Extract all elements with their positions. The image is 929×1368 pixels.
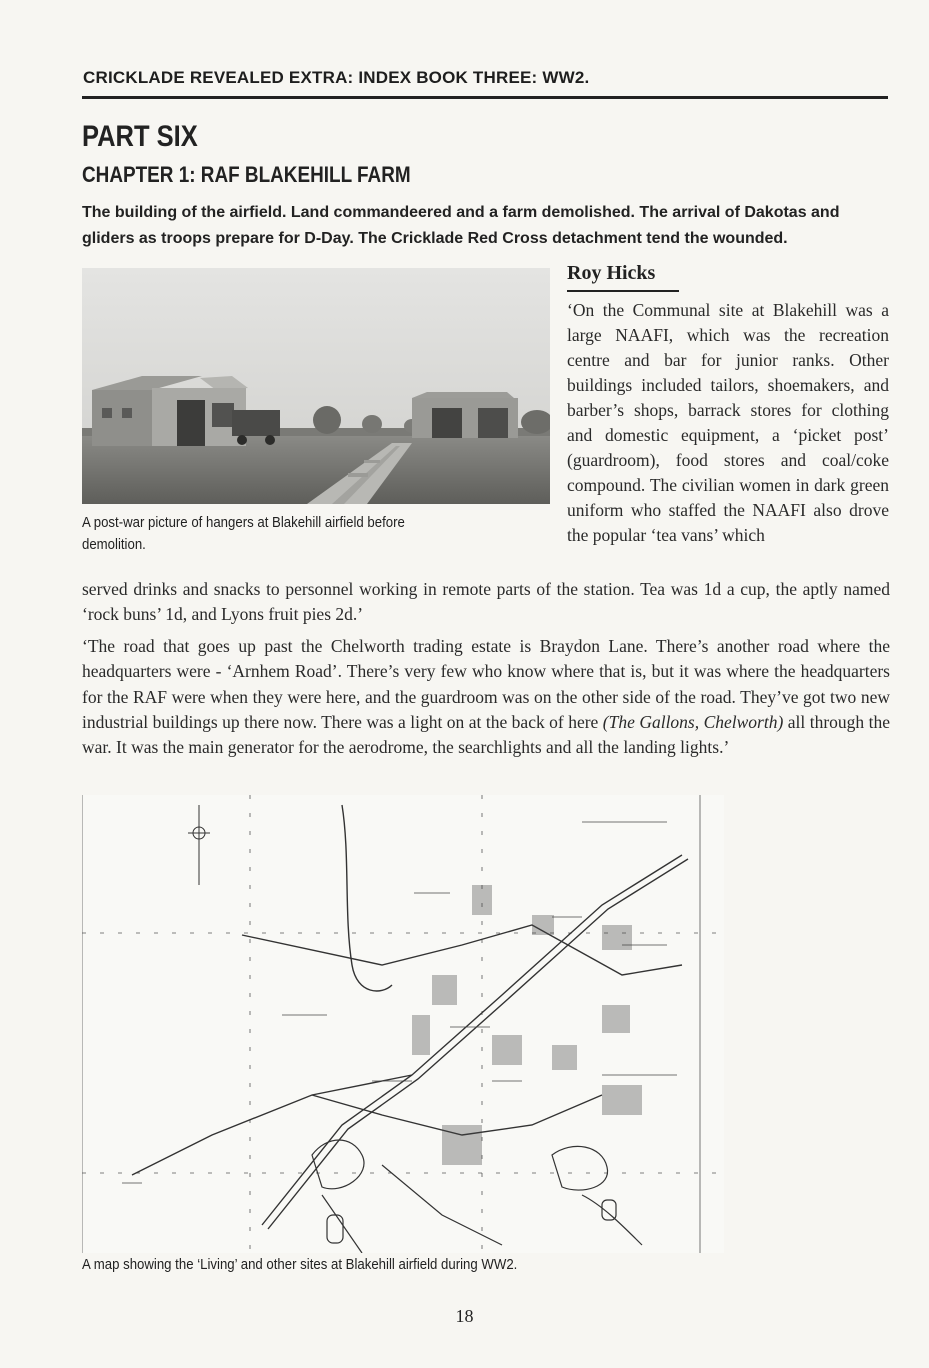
hangar-photo <box>82 268 550 504</box>
quote-text-after: all through the war. It was the main generator for the aerodrome, the searchlights and all the landing lights.’ <box>82 711 891 758</box>
map-caption: A map showing the ‘Living’ and other sites at Blakehill airfield during WW2. <box>82 1256 518 1273</box>
running-header: CRICKLADE REVEALED EXTRA: INDEX BOOK THREE: WW2. <box>83 68 590 87</box>
page-number: 18 <box>455 1306 474 1326</box>
hangar-photo-image <box>82 268 550 504</box>
quote-text-before: ‘The road that goes up past the Chelworth trading estate is Braydon Lane. There’s another road where the headquarters were - ‘Arnhem Road’. There’s very few who know where that is, but it was where the headquarters for the RAF were when they were here, and the guardroom was on the other side of the road. They’ve got two new industrial buildings up there now. There was a light on at the back of here <box>82 636 890 732</box>
photo-caption: A post-war picture of hangers at Blakehill airfield before demolition. <box>82 514 405 553</box>
part-title: PART SIX <box>82 120 198 153</box>
intro-paragraph: The building of the airfield. Land commandeered and a farm demolished. The arrival of Dakotas and gliders as troops prepare for D-Day. The Cricklade Red Cross detachment tend the wounded. <box>82 204 840 247</box>
header-rule <box>82 96 888 99</box>
byline-rule <box>567 290 679 292</box>
column-text: ‘On the Communal site at Blakehill was a large NAAFI, which was the recreation centre and bar for junior ranks. Other buildings included tailors, shoemakers, and barber’s shops, barrack stores for clothing and domestic equipment, a ‘picket post’ (guardroom), food stores and coal/coke compound. The civilian women in dark green uniform who staffed the NAAFI also drove the popular ‘tea vans’ which <box>567 300 889 545</box>
continuation-text: served drinks and snacks to personnel working in remote parts of the station. Tea was 1d a cup, the aptly named ‘rock buns’ 1d, and Lyons fruit pies 2d.’ <box>82 579 890 624</box>
airfield-map-image <box>82 795 724 1253</box>
quote-paragraph <box>82 634 890 760</box>
airfield-map <box>82 795 724 1253</box>
chapter-title: CHAPTER 1: RAF BLAKEHILL FARM <box>82 162 411 187</box>
quote-text-italic: (The Gallons, Chelworth) <box>602 711 784 732</box>
byline: Roy Hicks <box>567 262 656 284</box>
